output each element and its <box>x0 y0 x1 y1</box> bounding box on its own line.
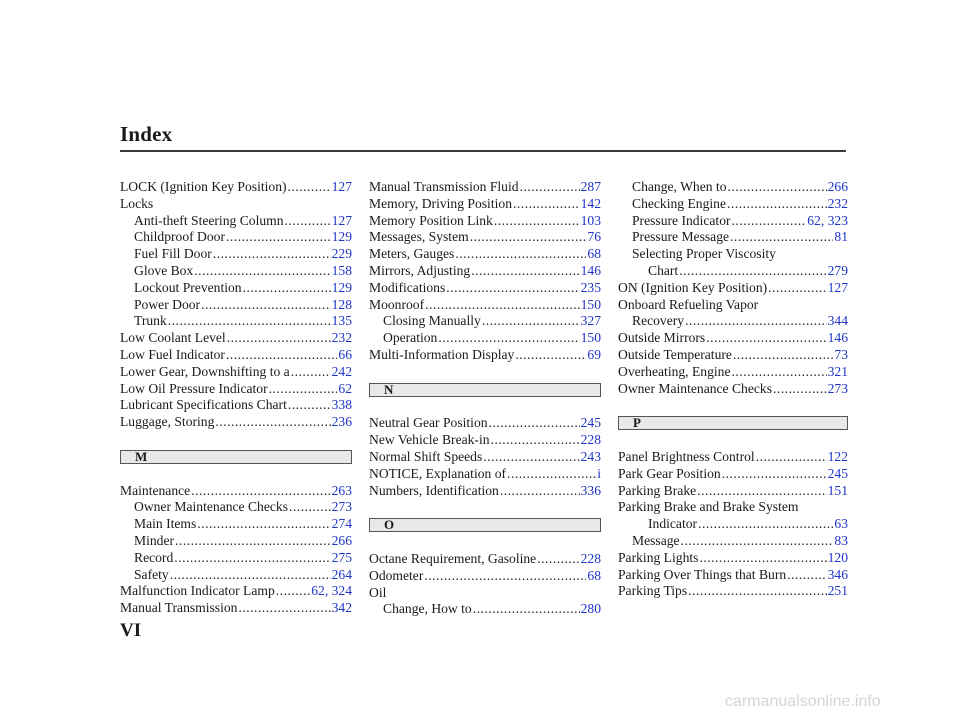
page-link[interactable]: 243 <box>580 448 601 464</box>
leader-dots <box>243 280 331 297</box>
page-link[interactable]: 129 <box>331 279 352 295</box>
section-letter: N <box>384 381 394 397</box>
leader-dots <box>289 499 331 516</box>
index-entry[interactable] <box>618 297 848 314</box>
entry-label: Change, When to <box>632 179 727 194</box>
leader-dots <box>756 449 827 466</box>
entry-label: Odometer <box>369 567 424 583</box>
entry-label: Outside Mirrors <box>618 330 706 346</box>
leader-dots <box>507 466 596 483</box>
leader-dots <box>473 601 580 618</box>
leader-dots <box>483 449 579 466</box>
leader-dots <box>201 297 331 314</box>
entry-label: Pressure Indicator <box>632 212 731 228</box>
page-link[interactable]: 266 <box>827 179 848 194</box>
entry-label: Panel Brightness Control <box>618 448 755 464</box>
page-link[interactable]: 103 <box>580 212 601 228</box>
index-entry[interactable] <box>369 415 601 432</box>
page-link[interactable]: 158 <box>331 262 352 278</box>
page-link[interactable]: 251 <box>827 583 848 599</box>
index-entry[interactable] <box>120 550 352 567</box>
entry-label: Lower Gear, Downshifting to a <box>120 363 290 379</box>
entry-label: Message <box>632 532 680 548</box>
entry-label: Modifications <box>369 279 446 295</box>
page-link[interactable]: 150 <box>580 330 601 346</box>
index-entry[interactable] <box>369 313 601 330</box>
index-entry[interactable] <box>618 364 848 381</box>
leader-dots <box>455 246 586 263</box>
index-column-2 <box>369 179 601 618</box>
index-entry[interactable] <box>618 483 848 500</box>
page-link[interactable]: 76 <box>587 229 601 245</box>
page-link[interactable]: 62, 323 <box>807 212 848 228</box>
entry-label: LOCK (Ignition Key Position) <box>120 179 287 194</box>
leader-dots <box>706 330 826 347</box>
page-link[interactable]: 73 <box>834 346 848 362</box>
entry-label: NOTICE, Explanation of <box>369 465 507 481</box>
index-entry[interactable] <box>618 347 848 364</box>
page-number: VI <box>120 620 142 641</box>
index-entry[interactable] <box>120 229 352 246</box>
index-entry[interactable] <box>369 213 601 230</box>
index-entry[interactable] <box>120 583 352 600</box>
leader-dots <box>491 432 580 449</box>
entry-label: ON (Ignition Key Position) <box>618 279 768 295</box>
index-entry[interactable] <box>618 280 848 297</box>
entry-label: Low Coolant Level <box>120 330 226 346</box>
page-link[interactable]: 338 <box>331 397 352 413</box>
index-entry[interactable] <box>369 568 601 585</box>
leader-dots <box>489 415 580 432</box>
page-link[interactable]: 344 <box>827 313 848 329</box>
entry-label: Malfunction Indicator Lamp <box>120 583 275 599</box>
index-entry[interactable] <box>618 499 848 516</box>
page-link[interactable]: 342 <box>331 600 352 616</box>
page-link[interactable]: 235 <box>580 279 601 295</box>
index-entry[interactable] <box>618 466 848 483</box>
index-entry[interactable] <box>618 263 848 280</box>
entry-label: Normal Shift Speeds <box>369 448 483 464</box>
page-link[interactable]: 263 <box>331 482 352 498</box>
index-entry[interactable] <box>120 330 352 347</box>
index-entry[interactable] <box>618 516 848 533</box>
entry-label: Owner Maintenance Checks <box>618 380 773 396</box>
index-entry[interactable] <box>369 330 601 347</box>
index-entry[interactable] <box>618 567 848 584</box>
entry-label: Mirrors, Adjusting <box>369 262 471 278</box>
page-link[interactable]: 336 <box>580 482 601 498</box>
leader-dots <box>513 196 580 213</box>
page-link[interactable]: 266 <box>331 532 352 548</box>
page-link[interactable]: 232 <box>827 195 848 211</box>
entry-label: Oil <box>369 584 387 600</box>
leader-dots <box>471 263 579 280</box>
page-link[interactable]: 122 <box>827 448 848 464</box>
page-link[interactable]: 151 <box>827 482 848 498</box>
entry-label: Parking Tips <box>618 583 688 599</box>
index-entry[interactable] <box>120 313 352 330</box>
index-entry[interactable] <box>120 516 352 533</box>
page-link[interactable]: 135 <box>331 313 352 329</box>
page-link[interactable]: 62, 324 <box>311 583 352 599</box>
leader-dots <box>698 516 833 533</box>
page-link[interactable]: 127 <box>827 279 848 295</box>
entry-label: Trunk <box>134 313 167 329</box>
index-entry[interactable] <box>369 263 601 280</box>
leader-dots <box>730 229 833 246</box>
page-link[interactable]: 273 <box>331 499 352 515</box>
index-entry[interactable] <box>618 330 848 347</box>
index-entry[interactable] <box>618 229 848 246</box>
index-entry[interactable] <box>120 364 352 381</box>
section-header-m <box>120 450 352 464</box>
leader-dots <box>515 347 586 364</box>
leader-dots <box>494 213 580 230</box>
entry-label: Overheating, Engine <box>618 363 731 379</box>
leader-dots <box>168 313 331 330</box>
section-header-p <box>618 416 848 430</box>
entry-label: Locks <box>120 195 154 211</box>
page-link[interactable]: 236 <box>331 414 352 430</box>
index-entry[interactable] <box>120 414 352 431</box>
page-link[interactable]: 120 <box>827 549 848 565</box>
page-link[interactable]: 146 <box>580 262 601 278</box>
entry-label: Anti-theft Steering Column <box>134 212 284 228</box>
entry-label: Messages, System <box>369 229 469 245</box>
index-entry[interactable] <box>369 483 601 500</box>
index-entry[interactable] <box>120 280 352 297</box>
entry-label: Numbers, Identification <box>369 482 499 498</box>
index-entry[interactable] <box>120 533 352 550</box>
leader-dots <box>226 229 331 246</box>
leader-dots <box>276 583 310 600</box>
leader-dots <box>446 280 579 297</box>
leader-dots <box>732 364 827 381</box>
leader-dots <box>681 533 834 550</box>
index-entry[interactable] <box>120 213 352 230</box>
page-link[interactable]: 63 <box>834 516 848 532</box>
section-header-o <box>369 518 601 532</box>
leader-dots <box>269 381 338 398</box>
entry-label: Meters, Gauges <box>369 246 455 262</box>
entry-label: Low Fuel Indicator <box>120 346 225 362</box>
index-entry[interactable] <box>618 196 848 213</box>
entry-label: Safety <box>134 566 169 582</box>
entry-label: Selecting Proper Viscosity <box>632 246 776 262</box>
leader-dots <box>191 483 330 500</box>
leader-dots <box>215 414 330 431</box>
leader-dots <box>520 179 580 196</box>
index-entry[interactable] <box>369 246 601 263</box>
leader-dots <box>728 179 827 196</box>
entry-label: Outside Temperature <box>618 346 732 362</box>
leader-dots <box>768 280 826 297</box>
entry-label: Maintenance <box>120 482 191 498</box>
leader-dots <box>238 600 330 617</box>
title-divider <box>120 150 846 152</box>
leader-dots <box>688 583 826 600</box>
index-column-1 <box>120 179 352 617</box>
leader-dots <box>174 550 330 567</box>
index-entry[interactable] <box>120 347 352 364</box>
entry-label: Manual Transmission <box>120 600 238 616</box>
page-link[interactable]: 327 <box>580 313 601 329</box>
entry-label: Onboard Refueling Vapor <box>618 296 759 312</box>
page-link[interactable]: 62 <box>338 380 352 396</box>
entry-label: Neutral Gear Position <box>369 415 488 431</box>
leader-dots <box>213 246 331 263</box>
leader-dots <box>197 516 330 533</box>
entry-label: Operation <box>383 330 438 346</box>
index-entry[interactable] <box>369 347 601 364</box>
entry-label: Multi-Information Display <box>369 346 515 362</box>
entry-label: Memory Position Link <box>369 212 493 228</box>
page-link[interactable]: 229 <box>331 246 352 262</box>
leader-dots <box>500 483 580 500</box>
leader-dots <box>288 179 331 196</box>
section-letter: O <box>384 517 395 533</box>
page-link[interactable]: i <box>597 465 601 481</box>
entry-label: Low Oil Pressure Indicator <box>120 380 268 396</box>
leader-dots <box>699 550 826 567</box>
entry-label: Parking Brake and Brake System <box>618 499 799 515</box>
index-entry[interactable] <box>120 196 352 213</box>
leader-dots <box>679 263 826 280</box>
entry-label: Indicator <box>648 516 698 532</box>
entry-label: New Vehicle Break-in <box>369 432 490 448</box>
entry-label: Checking Engine <box>632 195 727 211</box>
index-entry[interactable] <box>120 297 352 314</box>
page-link[interactable]: 275 <box>331 549 352 565</box>
leader-dots <box>773 381 827 398</box>
section-letter: M <box>135 448 148 464</box>
leader-dots <box>170 567 331 584</box>
entry-label: Recovery <box>632 313 685 329</box>
page-link[interactable]: 245 <box>827 465 848 481</box>
page-link[interactable]: 150 <box>580 296 601 312</box>
entry-label: Glove Box <box>134 262 194 278</box>
entry-label: Owner Maintenance Checks <box>134 499 289 515</box>
entry-label: Lockout Prevention <box>134 279 242 295</box>
entry-label: Park Gear Position <box>618 465 721 481</box>
page-link[interactable]: 83 <box>834 532 848 548</box>
index-entry[interactable] <box>369 297 601 314</box>
entry-label: Parking Brake <box>618 482 697 498</box>
index-entry[interactable] <box>120 600 352 617</box>
index-entry[interactable] <box>120 179 352 196</box>
page-link[interactable]: 273 <box>827 380 848 396</box>
page-link[interactable]: 68 <box>587 567 601 583</box>
leader-dots <box>787 567 826 584</box>
page-link[interactable]: 264 <box>331 566 352 582</box>
page-link[interactable]: 242 <box>331 363 352 379</box>
entry-label: Memory, Driving Position <box>369 195 512 211</box>
entry-label: Octane Requirement, Gasoline <box>369 550 537 566</box>
leader-dots <box>285 213 331 230</box>
page-link[interactable]: 68 <box>587 246 601 262</box>
entry-label: Main Items <box>134 516 197 532</box>
entry-label: Childproof Door <box>134 229 225 245</box>
page-link[interactable]: 127 <box>331 212 352 228</box>
entry-label: Moonroof <box>369 296 425 312</box>
index-entry[interactable] <box>369 196 601 213</box>
section-letter: P <box>633 415 641 431</box>
leader-dots <box>194 263 330 280</box>
page-link[interactable]: 280 <box>580 601 601 617</box>
page-link[interactable]: 228 <box>580 550 601 566</box>
index-entry[interactable] <box>369 585 601 602</box>
page-link[interactable]: 232 <box>331 330 352 346</box>
page-link[interactable]: 142 <box>580 195 601 211</box>
index-column-3 <box>618 179 848 600</box>
leader-dots <box>226 347 337 364</box>
page-link[interactable]: 69 <box>587 346 601 362</box>
leader-dots <box>733 347 833 364</box>
page-link[interactable]: 146 <box>827 330 848 346</box>
index-entry[interactable] <box>120 397 352 414</box>
leader-dots <box>685 313 827 330</box>
index-entry[interactable] <box>618 246 848 263</box>
index-entry[interactable] <box>369 466 601 483</box>
leader-dots <box>537 551 579 568</box>
entry-label: Manual Transmission Fluid <box>369 179 519 194</box>
page-link[interactable]: 81 <box>834 229 848 245</box>
entry-label: Parking Lights <box>618 549 699 565</box>
index-entry[interactable] <box>120 499 352 516</box>
leader-dots <box>438 330 579 347</box>
page-link[interactable]: 127 <box>331 179 352 194</box>
index-entry[interactable] <box>120 381 352 398</box>
watermark: carmanualsonline.info <box>725 693 881 710</box>
index-entry[interactable] <box>120 483 352 500</box>
index-entry[interactable] <box>120 263 352 280</box>
leader-dots <box>470 229 587 246</box>
leader-dots <box>175 533 331 550</box>
page-link[interactable]: 321 <box>827 363 848 379</box>
leader-dots <box>727 196 827 213</box>
index-entry[interactable] <box>618 179 848 196</box>
entry-label: Record <box>134 549 174 565</box>
leader-dots <box>722 466 827 483</box>
index-entry[interactable] <box>369 179 601 196</box>
entry-label: Pressure Message <box>632 229 730 245</box>
index-entry[interactable] <box>618 213 848 230</box>
index-entry[interactable] <box>618 449 848 466</box>
entry-label: Minder <box>134 532 175 548</box>
entry-label: Parking Over Things that Burn <box>618 566 787 582</box>
page-link[interactable]: 287 <box>580 179 601 194</box>
index-entry[interactable] <box>369 551 601 568</box>
leader-dots <box>288 397 331 414</box>
index-entry[interactable] <box>618 583 848 600</box>
entry-label: Chart <box>648 262 679 278</box>
entry-label: Change, How to <box>383 601 472 617</box>
leader-dots <box>732 213 807 230</box>
index-entry[interactable] <box>618 533 848 550</box>
section-header-n <box>369 383 601 397</box>
leader-dots <box>424 568 586 585</box>
entry-label: Lubricant Specifications Chart <box>120 397 287 413</box>
index-entry[interactable] <box>369 229 601 246</box>
page-link[interactable]: 245 <box>580 415 601 431</box>
page-link[interactable]: 228 <box>580 432 601 448</box>
leader-dots <box>425 297 579 314</box>
page-title: Index <box>120 122 173 146</box>
leader-dots <box>291 364 331 381</box>
index-entry[interactable] <box>369 280 601 297</box>
page-link[interactable]: 274 <box>331 516 352 532</box>
index-entry[interactable] <box>618 313 848 330</box>
index-entry[interactable] <box>618 381 848 398</box>
index-entry[interactable] <box>618 550 848 567</box>
leader-dots <box>227 330 331 347</box>
index-entry[interactable] <box>369 449 601 466</box>
leader-dots <box>482 313 580 330</box>
page-link[interactable]: 129 <box>331 229 352 245</box>
index-entry[interactable] <box>369 601 601 618</box>
index-entry[interactable] <box>369 432 601 449</box>
page-link[interactable]: 346 <box>827 566 848 582</box>
page-link[interactable]: 66 <box>338 346 352 362</box>
entry-label: Power Door <box>134 296 201 312</box>
index-entry[interactable] <box>120 567 352 584</box>
entry-label: Fuel Fill Door <box>134 246 212 262</box>
entry-label: Closing Manually <box>383 313 481 329</box>
index-entry[interactable] <box>120 246 352 263</box>
leader-dots <box>697 483 826 500</box>
page-link[interactable]: 279 <box>827 262 848 278</box>
entry-label: Luggage, Storing <box>120 414 215 430</box>
page-link[interactable]: 128 <box>331 296 352 312</box>
